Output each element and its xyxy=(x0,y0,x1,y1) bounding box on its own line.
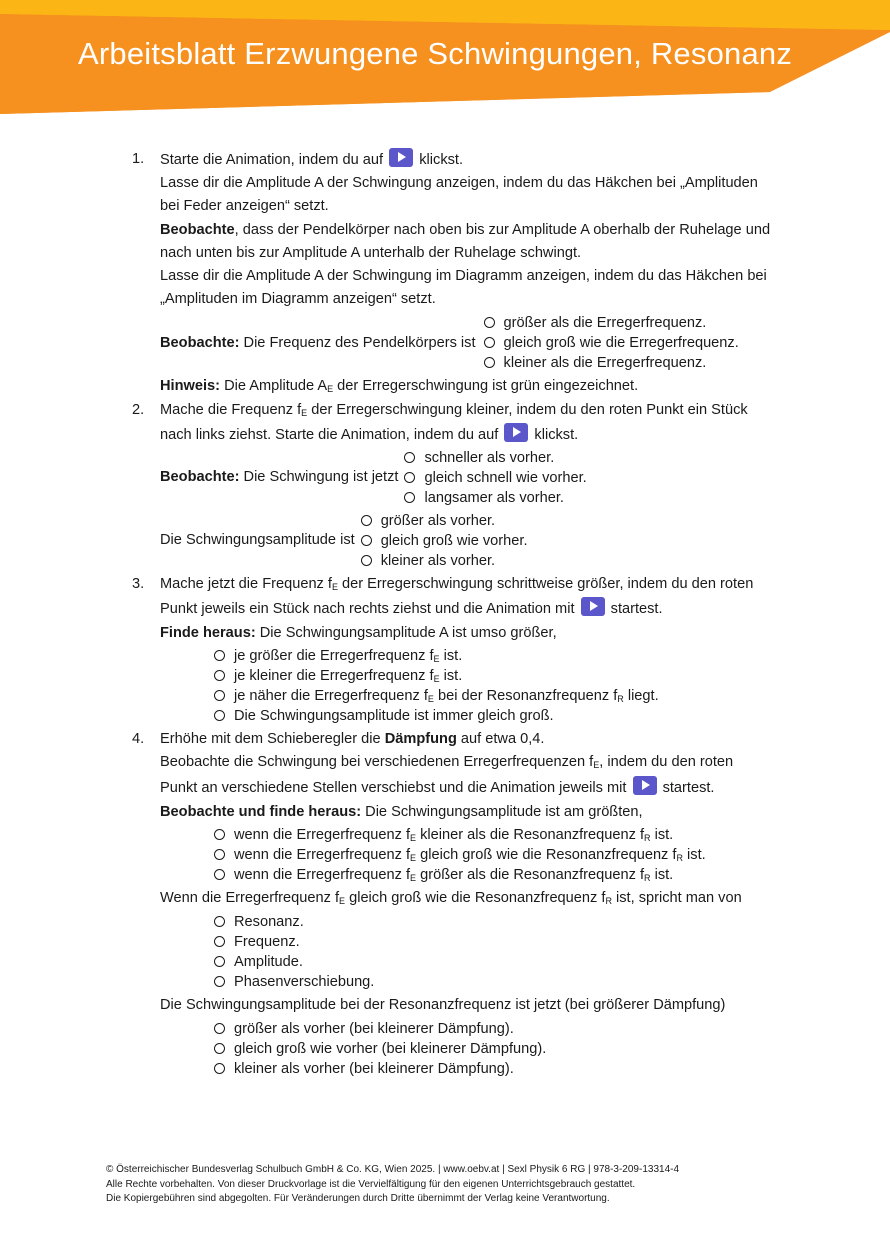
amplitude-label: Die Schwingungsamplitude ist xyxy=(160,532,355,549)
observation-label: Beobachte: Die Frequenz des Pendelkörpers ist xyxy=(160,334,476,351)
radio-circle-icon[interactable] xyxy=(214,916,225,927)
radio-circle-icon[interactable] xyxy=(214,710,225,721)
task-4-line-3: Punkt an verschiedene Stellen verschiebst und die Animation jeweils mit startest. xyxy=(160,775,792,801)
task-3-line-1: Mache jetzt die Frequenz $f_E$ der Erregerschwingung schrittweise größer, indem du den roten xyxy=(160,575,754,592)
radio-circle-icon[interactable] xyxy=(214,956,225,967)
radio-circle-icon[interactable] xyxy=(404,452,415,463)
option-item[interactable]: Amplitude. xyxy=(214,952,792,972)
option-item[interactable]: größer als vorher. xyxy=(361,511,528,531)
task-1-line-6: Lasse dir die Amplitude A der Schwingung im Diagramm anzeigen, indem du das Häkchen bei xyxy=(160,268,767,285)
radio-circle-icon[interactable] xyxy=(404,472,415,483)
radio-circle-icon[interactable] xyxy=(214,869,225,880)
option-item[interactable]: je größer die Erregerfrequenz $f_E$ ist. xyxy=(214,646,792,666)
task-number: 3. xyxy=(132,575,145,592)
option-item[interactable]: schneller als vorher. xyxy=(404,448,586,468)
task-2 xyxy=(132,399,792,571)
option-item[interactable]: Resonanz. xyxy=(214,912,792,932)
option-item[interactable]: gleich groß wie vorher (bei kleinerer Dämpfung). xyxy=(214,1039,792,1059)
worksheet-content xyxy=(132,148,792,1079)
task-1-line-4: Beobachte, dass der Pendelkörper nach oben bis zur Amplitude A oberhalb der Ruhelage und xyxy=(160,221,771,238)
play-button-icon xyxy=(633,776,657,795)
option-item[interactable]: kleiner als die Erregerfrequenz. xyxy=(484,353,739,373)
play-button-icon xyxy=(581,597,605,616)
task-number: 4. xyxy=(132,731,145,748)
task-4 xyxy=(132,728,792,1079)
task-3-find: Finde heraus: Die Schwingungsamplitude A ist umso größer, xyxy=(160,625,557,642)
radio-circle-icon[interactable] xyxy=(484,357,495,368)
footer xyxy=(106,1163,679,1207)
task-4-line-2: Beobachte die Schwingung bei verschiedenen Erregerfrequenzen $f_E$, indem du den roten xyxy=(160,754,734,771)
radio-circle-icon[interactable] xyxy=(361,535,372,546)
task-2-observation xyxy=(160,448,792,508)
task-3 xyxy=(132,573,792,726)
radio-circle-icon[interactable] xyxy=(404,492,415,503)
option-item[interactable]: kleiner als vorher. xyxy=(361,551,528,571)
option-item[interactable]: gleich groß wie die Erregerfrequenz. xyxy=(484,333,739,353)
task-2-line-1: Mache die Frequenz $f_E$ der Erregerschwingung kleiner, indem du den roten Punkt ein Stück xyxy=(160,401,748,418)
radio-circle-icon[interactable] xyxy=(361,555,372,566)
radio-circle-icon[interactable] xyxy=(214,976,225,987)
option-item[interactable]: je näher die Erregerfrequenz $f_E$ bei der Resonanzfrequenz $f_R$ liegt. xyxy=(214,686,792,706)
task-1 xyxy=(132,148,792,399)
header-banner xyxy=(0,0,890,120)
radio-circle-icon[interactable] xyxy=(484,337,495,348)
task-2-amplitude xyxy=(160,511,792,571)
task-1-line-5: nach unten bis zur Amplitude A unterhalb der Ruhelage schwingt. xyxy=(160,244,582,261)
play-button-icon xyxy=(389,148,413,167)
radio-circle-icon[interactable] xyxy=(214,1023,225,1034)
option-item[interactable]: wenn die Erregerfrequenz $f_E$ kleiner als die Resonanzfrequenz $f_R$ ist. xyxy=(214,825,792,845)
task-4-resonance-question: Wenn die Erregerfrequenz $f_E$ gleich groß wie die Resonanzfrequenz $f_R$ ist, spricht man von xyxy=(160,889,742,906)
option-item[interactable]: gleich groß wie vorher. xyxy=(361,531,528,551)
task-1-line-3: bei Feder anzeigen“ setzt. xyxy=(160,198,329,215)
option-group xyxy=(404,448,586,508)
task-2-line-2: nach links ziehst. Starte die Animation, indem du auf klickst. xyxy=(160,422,792,448)
task-number: 1. xyxy=(132,151,145,167)
option-item[interactable]: gleich schnell wie vorher. xyxy=(404,468,586,488)
radio-circle-icon[interactable] xyxy=(214,1063,225,1074)
radio-circle-icon[interactable] xyxy=(214,936,225,947)
task-4-find: Beobachte und finde heraus: Die Schwingungsamplitude ist am größten, xyxy=(160,803,643,820)
radio-circle-icon[interactable] xyxy=(214,849,225,860)
play-button-icon xyxy=(504,423,528,442)
task-4-line-1: Erhöhe mit dem Schieberegler die Dämpfung auf etwa 0,4. xyxy=(160,731,545,748)
footer-rights: Alle Rechte vorbehalten. Von dieser Druckvorlage ist die Vervielfältigung für den eigenen Unterrichtsgebrauch gestattet. xyxy=(106,1178,636,1190)
task-1-line-7: „Amplituden im Diagramm anzeigen“ setzt. xyxy=(160,291,436,308)
option-item[interactable]: Frequenz. xyxy=(214,932,792,952)
option-group xyxy=(160,646,792,726)
radio-circle-icon[interactable] xyxy=(214,1043,225,1054)
option-item[interactable]: größer als vorher (bei kleinerer Dämpfung). xyxy=(214,1019,792,1039)
option-item[interactable]: Phasenverschiebung. xyxy=(214,972,792,992)
task-4-damping-question: Die Schwingungsamplitude bei der Resonanzfrequenz ist jetzt (bei größerer Dämpfung) xyxy=(160,997,726,1014)
radio-circle-icon[interactable] xyxy=(214,670,225,681)
option-item[interactable]: je kleiner die Erregerfrequenz $f_E$ ist. xyxy=(214,666,792,686)
option-item[interactable]: Die Schwingungsamplitude ist immer gleich groß. xyxy=(214,706,792,726)
task-1-observation xyxy=(160,313,792,373)
task-1-line-1: Starte die Animation, indem du auf klickst. xyxy=(160,148,792,172)
radio-circle-icon[interactable] xyxy=(214,650,225,661)
option-group xyxy=(361,511,528,571)
footer-copyright: © Österreichischer Bundesverlag Schulbuch GmbH & Co. KG, Wien 2025. | www.oebv.at | Sexl Physik 6 RG | 978-3-209-13314-4 xyxy=(106,1164,680,1175)
task-number: 2. xyxy=(132,401,145,418)
option-group xyxy=(160,825,792,885)
radio-circle-icon[interactable] xyxy=(214,690,225,701)
option-group xyxy=(160,1019,792,1079)
task-1-hint: Hinweis: Die Amplitude $A_E$ der Erregerschwingung ist grün eingezeichnet. xyxy=(160,378,639,395)
observation-label: Beobachte: Die Schwingung ist jetzt xyxy=(160,469,399,486)
task-3-line-2: Punkt jeweils ein Stück nach rechts ziehst und die Animation mit startest. xyxy=(160,596,792,622)
option-item[interactable]: wenn die Erregerfrequenz $f_E$ größer als die Resonanzfrequenz $f_R$ ist. xyxy=(214,865,792,885)
radio-circle-icon[interactable] xyxy=(361,515,372,526)
footer-fees: Die Kopiergebühren sind abgegolten. Für Veränderungen durch Dritte übernimmt der Verlag keine Verantwortung. xyxy=(106,1193,610,1204)
radio-circle-icon[interactable] xyxy=(214,829,225,840)
option-group xyxy=(484,313,739,373)
radio-circle-icon[interactable] xyxy=(484,317,495,328)
option-item[interactable]: wenn die Erregerfrequenz $f_E$ gleich groß wie die Resonanzfrequenz $f_R$ ist. xyxy=(214,845,792,865)
option-item[interactable]: größer als die Erregerfrequenz. xyxy=(484,313,739,333)
option-item[interactable]: langsamer als vorher. xyxy=(404,488,586,508)
option-item[interactable]: kleiner als vorher (bei kleinerer Dämpfung). xyxy=(214,1059,792,1079)
task-1-line-2: Lasse dir die Amplitude A der Schwingung anzeigen, indem du das Häkchen bei „Amplituden xyxy=(160,175,758,192)
option-group xyxy=(160,912,792,992)
page-title: Arbeitsblatt Erzwungene Schwingungen, Resonanz xyxy=(78,36,793,71)
